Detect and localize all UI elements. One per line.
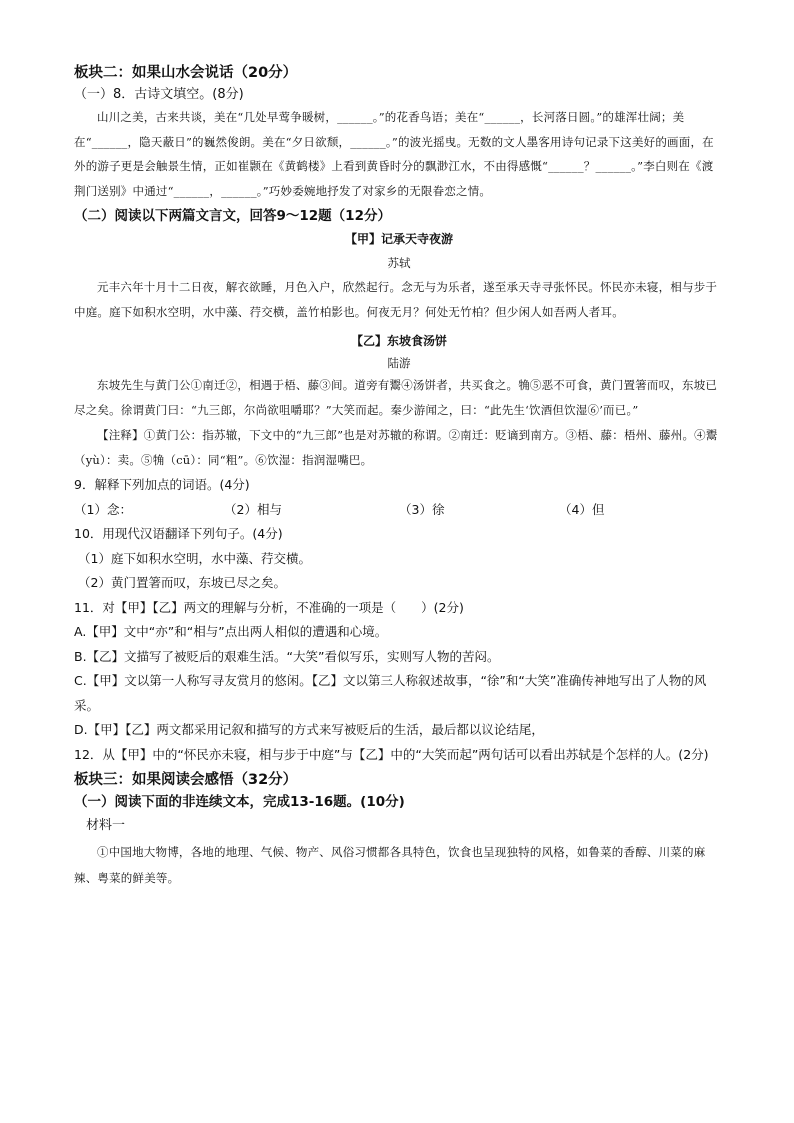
textA-author: 苏轼 bbox=[387, 256, 411, 271]
part2-heading: （二）阅读以下两篇文言文，回答9～12题（12分） bbox=[74, 208, 391, 225]
material-text: ①中国地大物博，各地的地理、气候、物产、风俗习惯都各具特色，饮食也呈现独特的风格，如鲁菜的香醇、川菜的麻辣、粤菜的鲜美等。 bbox=[74, 845, 706, 886]
q12-stem: 12．从【甲】中的“怀民亦未寝，相与步于中庭”与【乙】中的“大笑而起”两句话可以看出苏轼是个怎样的人。(2分) bbox=[74, 746, 709, 762]
textB-body: 东坡先生与黄门公①南迁②，相遇于梧、藤③间。道旁有鬻④汤饼者，共买食之。觕⑤恶不可食，黄门置箸而叹，东坡已尽之矣。徐谓黄门曰：“九三郎，尔尚欲咀嚼耶？”大笑而起。秦少游闻之，曰：“此先生‘饮酒但饮湿⑥’而已。” bbox=[74, 378, 718, 418]
q9-item-1: （1）念： bbox=[74, 501, 132, 517]
material-label: 材料一 bbox=[86, 818, 126, 834]
q10-item-1: （1）庭下如积水空明，水中藻、荇交横。 bbox=[78, 550, 311, 566]
q9-item-3: （3）徐 bbox=[399, 501, 445, 517]
q9-items bbox=[74, 498, 724, 523]
fill-blank-passage: 山川之美，古来共谈，美在“几处早莺争暖树，______。”的花香鸟语；美在“______，长河落日圆。”的雄浑壮阔；美在“______，隐天蔽日”的巍然俊朗。美在“夕日欲颓，______。”的波光摇曳。无数的文人墨客用诗句记录下这美好的画面，在外的游子更是会触景生情，正如崔颢在《黄鹤楼》上看到黄昏时分的飘渺江水，不由得感慨“______？______。”李白则在《渡荆门送别》中通过“______，______。”巧妙委婉地抒发了对家乡的无限眷恋之情。 bbox=[74, 110, 714, 198]
q11-option-b: B.【乙】文描写了被贬后的艰难生活。“大笑”看似写乐，实则写人物的苦闷。 bbox=[74, 648, 500, 664]
textA-title: 【甲】记承天寺夜游 bbox=[344, 232, 453, 247]
textB-notes: 【注释】①黄门公：指苏辙，下文中的“九三郎”也是对苏辙的称谓。②南迁：贬谪到南方。③梧、藤：梧州、藤州。④鬻（yù）：卖。⑤觕（cū）：同“粗”。⑥饮湿：指润湿嘴巴。 bbox=[74, 428, 718, 468]
q10-stem: 10．用现代汉语翻译下列句子。(4分) bbox=[74, 526, 283, 542]
exam-page bbox=[74, 62, 724, 891]
q11-option-a: A.【甲】文中“亦”和“相与”点出两人相似的遭遇和心境。 bbox=[74, 624, 388, 640]
q11-option-d: D.【甲】【乙】两文都采用记叙和描写的方式来写被贬后的生活，最后都以议论结尾， bbox=[74, 722, 544, 738]
textB-author: 陆游 bbox=[387, 356, 411, 371]
part1-heading: （一）8．古诗文填空。(8分) bbox=[74, 87, 244, 102]
section3-part1-heading: （一）阅读下面的非连续文本，完成13-16题。(10分) bbox=[74, 794, 405, 811]
q9-item-2: （2）相与 bbox=[224, 501, 282, 517]
textB-title: 【乙】东坡食汤饼 bbox=[350, 334, 447, 349]
q9-item-4: （4）但 bbox=[559, 501, 605, 517]
q9-stem: 9．解释下列加点的词语。(4分) bbox=[74, 477, 250, 493]
section3-title: 板块三：如果阅读会感悟（32分） bbox=[74, 772, 298, 789]
q11-stem: 11．对【甲】【乙】两文的理解与分析，不准确的一项是（ ）(2分) bbox=[74, 599, 464, 615]
q10-item-2: （2）黄门置箸而叹，东坡已尽之矣。 bbox=[78, 575, 286, 591]
section2-title: 板块二：如果山水会说话（20分） bbox=[74, 65, 298, 81]
q11-option-c: C.【甲】文以第一人称写寻友赏月的悠闲。【乙】文以第三人称叙述故事，“徐”和“大笑”准确传神地写出了人物的风采。 bbox=[74, 673, 707, 713]
textA-body: 元丰六年十月十二日夜，解衣欲睡，月色入户，欣然起行。念无与为乐者，遂至承天寺寻张怀民。怀民亦未寝，相与步于中庭。庭下如积水空明，水中藻、荇交横，盖竹柏影也。何夜无月？何处无竹柏？但少闲人如吾两人者耳。 bbox=[74, 280, 718, 320]
